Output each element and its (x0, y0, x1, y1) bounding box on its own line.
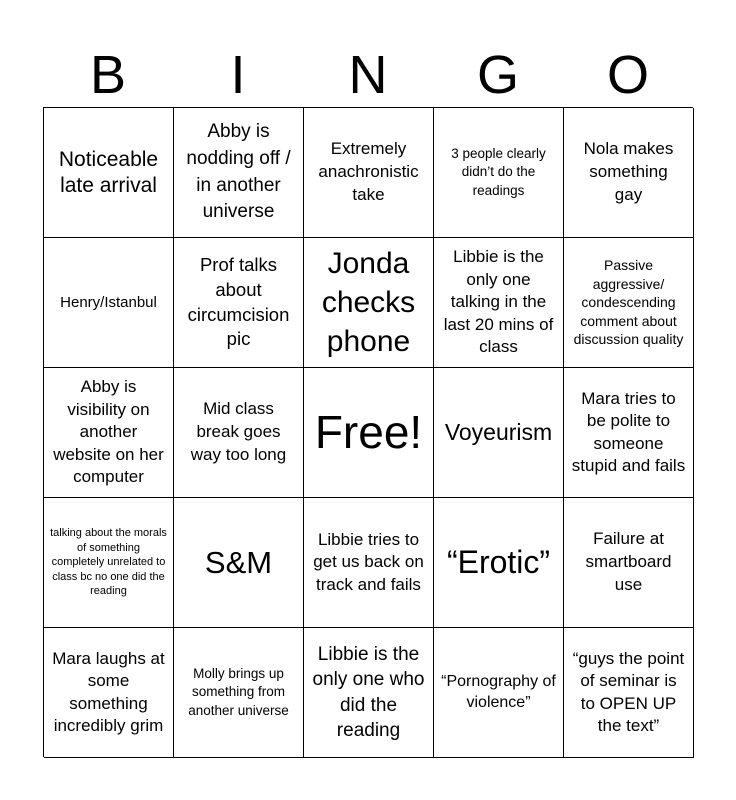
bingo-cell-text: Libbie is the only one who did the reading (312, 644, 425, 741)
bingo-cell-r4-c5[interactable] (564, 498, 694, 628)
header-letter-n: N (348, 45, 388, 105)
bingo-cell-r2-c1[interactable] (44, 238, 174, 368)
bingo-cell-text: “guys the point of seminar is to OPEN UP the text” (572, 648, 685, 735)
bingo-cell-text: Mara laughs at some something incredibly grim (52, 648, 165, 735)
bingo-cell-text: Abby is nodding off / in another universe (186, 121, 291, 223)
bingo-cell-r5-c3[interactable] (304, 628, 434, 758)
bingo-cell-text: Extremely anachronistic take (318, 139, 419, 204)
bingo-cell-text: Jonda checks phone (321, 247, 416, 358)
bingo-board (43, 107, 693, 757)
bingo-cell-text: Voyeurism (444, 418, 553, 445)
bingo-cell-r4-c3[interactable] (304, 498, 434, 628)
bingo-cell-r3-c5[interactable] (564, 368, 694, 498)
bingo-cell-text: talking about the morals of something completely unrelated to class bc no one did the reading (50, 527, 167, 598)
bingo-cell-text: Libbie tries to get us back on track and fails (313, 529, 424, 594)
bingo-cell-r2-c3[interactable] (304, 238, 434, 368)
bingo-cell-text: Noticeable late arrival (58, 148, 159, 197)
bingo-cell-text: Abby is visibility on another website on her computer (53, 377, 164, 487)
bingo-cell-r1-c1[interactable] (44, 108, 174, 238)
header-letter-g: G (476, 45, 519, 105)
bingo-cell-r1-c4[interactable] (434, 108, 564, 238)
bingo-cell-r5-c2[interactable] (174, 628, 304, 758)
bingo-cell-text: Passive aggressive/ condescending comment about discussion quality (573, 257, 684, 348)
bingo-cell-r5-c1[interactable] (44, 628, 174, 758)
bingo-cell-text: “Erotic” (446, 544, 551, 581)
bingo-cell-text: Prof talks about circumcision pic (187, 253, 290, 350)
bingo-cell-r4-c2[interactable] (174, 498, 304, 628)
header-letter-i: I (230, 45, 246, 105)
bingo-cell-text: 3 people clearly didn’t do the readings (451, 146, 546, 198)
bingo-cell-text: Libbie is the only one talking in the last 20 mins of class (443, 247, 554, 357)
bingo-cell-text: Henry/Istanbul (60, 293, 157, 311)
bingo-cell-r2-c4[interactable] (434, 238, 564, 368)
bingo-cell-r4-c4[interactable] (434, 498, 564, 628)
bingo-header (43, 44, 693, 106)
free-space-text: Free! (314, 405, 423, 458)
bingo-cell-text: Nola makes something gay (583, 139, 674, 204)
bingo-cell-text: “Pornography of violence” (441, 672, 556, 711)
bingo-cell-r3-c1[interactable] (44, 368, 174, 498)
bingo-cell-r3-c3-free[interactable] (304, 368, 434, 498)
bingo-cell-text: Molly brings up something from another universe (188, 666, 289, 718)
header-letter-o: O (606, 45, 649, 105)
header-letter-b: B (89, 45, 127, 105)
bingo-cell-text: Mid class break goes way too long (190, 399, 287, 464)
bingo-cell-r5-c5[interactable] (564, 628, 694, 758)
bingo-cell-r1-c2[interactable] (174, 108, 304, 238)
bingo-cell-r4-c1[interactable] (44, 498, 174, 628)
bingo-cell-r1-c3[interactable] (304, 108, 434, 238)
bingo-cell-r3-c2[interactable] (174, 368, 304, 498)
bingo-cell-r2-c2[interactable] (174, 238, 304, 368)
bingo-cell-text: Mara tries to be polite to someone stupid and fails (571, 388, 686, 475)
bingo-cell-r2-c5[interactable] (564, 238, 694, 368)
bingo-cell-r3-c4[interactable] (434, 368, 564, 498)
bingo-cell-r1-c5[interactable] (564, 108, 694, 238)
bingo-cell-text: Failure at smartboard use (585, 529, 672, 594)
bingo-cell-text: S&M (204, 544, 273, 580)
bingo-cell-r5-c4[interactable] (434, 628, 564, 758)
